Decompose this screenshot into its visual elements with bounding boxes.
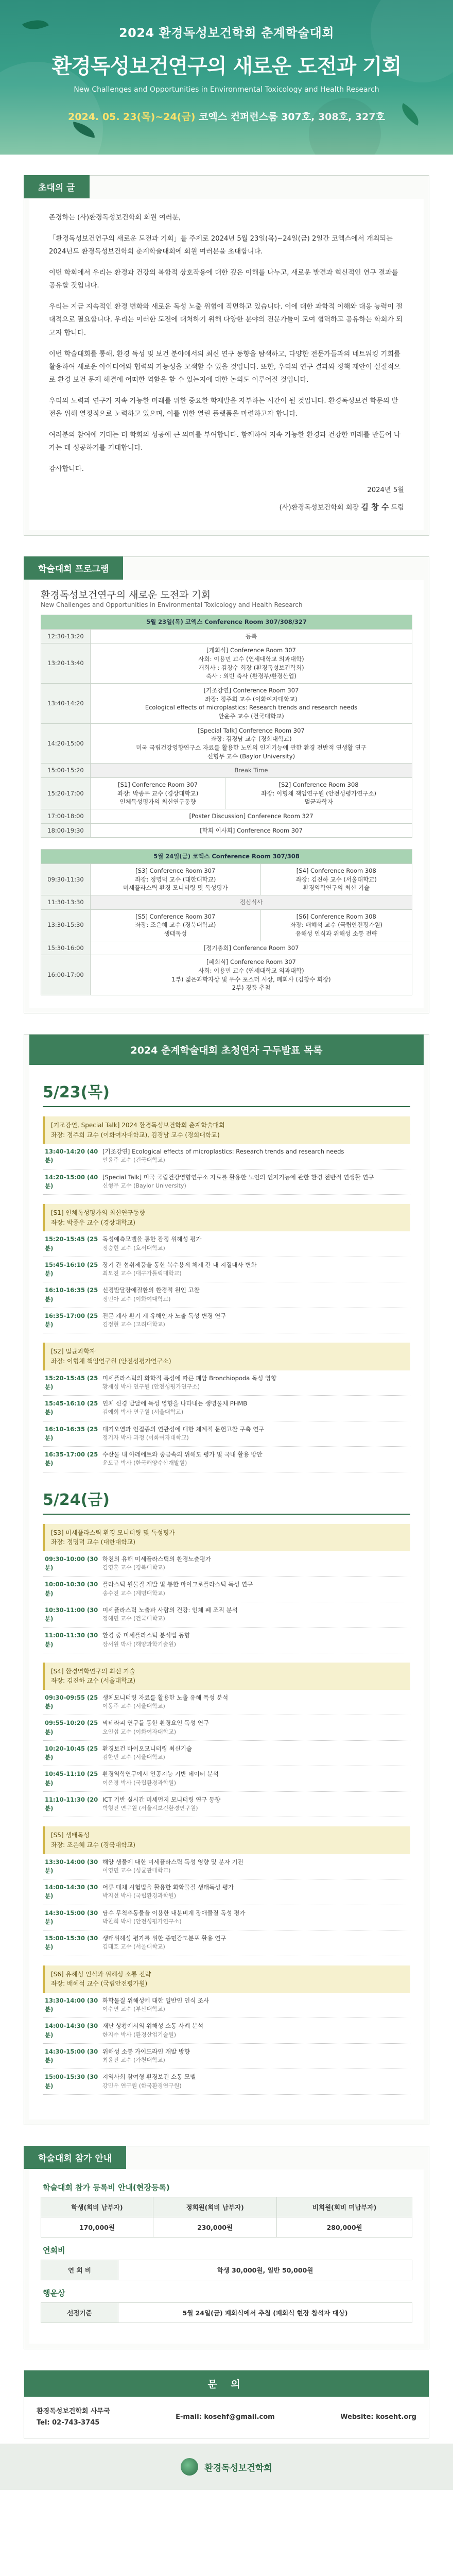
invited-title: 2024 춘계학술대회 초청연자 구두발표 목록: [29, 1035, 424, 1065]
talk-title: [Special Talk] 미국 국립건강영향연구소 자료를 활용한 노인의 인지기능에 관한 환경 전반적 연생활 연구: [102, 1173, 374, 1181]
annual-fee-title: 연회비: [43, 2245, 65, 2255]
lucky-draw-value: 5월 24일(금) 폐회식에서 추첨 (폐회식 현장 참석자 대상): [118, 2302, 412, 2323]
talk-title: 플라스틱 원물질 개발 및 통한 마이크로플라스틱 독성 연구: [102, 1581, 253, 1588]
welcome-paragraph: 여러분의 참여에 기대는 더 학회의 성공에 큰 의미를 부여합니다. 함께하여 지속 가능한 환경과 건강한 미래를 만들어 나가는 데 성공하기를 기대합니다.: [49, 431, 400, 452]
talk-time: 11:00-11:30 (30분): [45, 1632, 98, 1648]
lucky-draw-label: 선정기준: [41, 2302, 118, 2323]
signature-name: 김 창 수: [361, 502, 389, 512]
talk-row: [43, 1766, 410, 1792]
talk-speaker: 김한빈 교수 (서울대학교): [102, 1754, 165, 1761]
session-block: [43, 1965, 410, 2095]
program-content: [학회 이사회] Conference Room 307: [91, 823, 412, 838]
program-table-day1: [41, 615, 412, 838]
footer: [0, 2444, 453, 2490]
talk-title: 수산물 내 아레에트와 중금속의 위해도 평가 및 국내 활용 방안: [102, 1451, 263, 1459]
program-row: [41, 895, 412, 909]
talk-time: 15:45-16:10 (25분): [45, 1400, 98, 1416]
program-time: 13:30-15:30: [41, 909, 91, 941]
talk-detail: [102, 1719, 408, 1737]
fee-header: 학생(회비 납부자): [41, 2197, 153, 2217]
session-block: [43, 1204, 410, 1333]
talk-title: 화학물질 위해성에 대한 일반인 인식 조사: [102, 1996, 210, 2004]
talk-speaker: 황재성 박사 연구원 (안전성평가연구소): [102, 1383, 200, 1390]
talk-row: [43, 1628, 410, 1653]
talk-speaker: 정민아 교수 (이화여대학교): [102, 1295, 171, 1302]
talk-title: 막테라피 연구를 통한 환경요인 독성 연구: [102, 1719, 210, 1727]
talk-row: [43, 1282, 410, 1308]
talk-speaker: 정기자 박사 과정 (이화여자대학교): [102, 1434, 189, 1441]
contact-left: [37, 2406, 110, 2429]
program-time: 15:30-16:00: [41, 941, 91, 955]
program-time: 17:00-18:00: [41, 809, 91, 823]
program-session-left: [S5] Conference Room 307 좌장: 조은혜 교수 (경북대학교) 생태독성: [91, 909, 261, 941]
session-header: [S5] 생태독성 좌장: 조은혜 교수 (경북대학교): [43, 1826, 410, 1854]
talk-row: [43, 1792, 410, 1818]
fee-value: 170,000원: [41, 2217, 153, 2237]
program-row: [41, 809, 412, 823]
talk-row: [43, 2044, 410, 2070]
talk-speaker: 박지선 박사 (국립환경과학원): [102, 1892, 177, 1900]
talk-time: 14:00-14:30 (30분): [45, 2022, 98, 2039]
talk-detail: [102, 2022, 408, 2040]
contact-info: [24, 2397, 429, 2438]
talk-row: [43, 1257, 410, 1283]
event-name: 2024 환경독성보건학회 춘계학술대회: [118, 26, 335, 40]
hero-banner: [0, 0, 453, 155]
annual-fee-value: 학생 30,000원, 일반 50,000원: [118, 2260, 412, 2280]
welcome-paragraph: 우리의 노력과 연구가 지속 가능한 미래를 위한 중요한 학제발을 자부하는 시간이 될 것입니다. 환경독성보건 학문의 발전을 위해 열정적으로 노력하고 있으며, 이를 위한 열린 플랫폼을 마련하고자 합니다.: [49, 397, 398, 418]
talk-title: 미세플라스틱의 화학적 특성에 따른 폐암 Bronchiopoda 독성 영향: [102, 1374, 277, 1382]
talk-detail: [102, 1286, 408, 1304]
talk-row: [43, 1231, 410, 1257]
talk-time: 15:20-15:45 (25분): [45, 1374, 98, 1391]
talk-detail: [102, 1934, 408, 1952]
talk-row: [43, 1447, 410, 1472]
invited-list: [29, 1035, 424, 2120]
talk-title: 독성예측모델을 통한 잠정 위해성 평가: [102, 1235, 202, 1243]
talk-time: 09:30-10:00 (30분): [45, 1555, 98, 1571]
talk-title: 미세플라스틱 노출과 사람의 건강: 인체 폐 조직 분석: [102, 1606, 238, 1614]
talk-time: 13:30-14:00 (30분): [45, 1996, 98, 2013]
talk-detail: [102, 1996, 408, 2014]
talk-detail: [102, 1450, 408, 1468]
program-row: [41, 823, 412, 838]
talk-time: 15:00-15:30 (30분): [45, 2073, 98, 2090]
program-session-right: [S6] Conference Room 308 좌장: 배혜석 교수 (국립안전평가원) 유해성 인식과 위해성 소통 전략: [260, 909, 412, 941]
talk-detail: [102, 1770, 408, 1788]
talk-title: 생태위해성 평가를 위한 종민감도분포 활용 연구: [102, 1935, 226, 1942]
day2-title: 5/24(금): [43, 1487, 410, 1515]
contact-section: [24, 2370, 429, 2438]
session-block: [43, 1663, 410, 1818]
talk-row: [43, 1170, 410, 1195]
talk-title: 해양 생물에 대한 미세플라스틱 독성 영향 및 분자 기전: [102, 1858, 243, 1866]
talk-speaker: 김정현 교수 (고려대학교): [102, 1321, 165, 1328]
program-session-right: [S4] Conference Room 308 좌장: 김진하 교수 (서울대학교) 환경역학연구의 최신 기술: [260, 863, 412, 895]
talk-time: 10:20-10:45 (25분): [45, 1744, 98, 1761]
program-row: [41, 764, 412, 778]
program-body: [29, 580, 424, 1008]
talk-time: 15:00-15:30 (30분): [45, 1935, 98, 1951]
talk-row: [43, 1715, 410, 1741]
program-content: 점심식사: [91, 895, 412, 909]
talk-row: [43, 1144, 410, 1170]
contact-email[interactable]: E-mail: kosehf@gmail.com: [176, 2413, 275, 2421]
talk-row: [43, 1577, 410, 1602]
program-time: 14:20-15:00: [41, 723, 91, 764]
talk-time: 13:30-14:00 (30분): [45, 1858, 98, 1874]
talk-detail: [102, 1606, 408, 1624]
talk-title: 장기 간 섭취제품을 통한 복수용제 체계 간 내 지질대사 변화: [102, 1261, 257, 1268]
program-content: 등록: [91, 629, 412, 643]
day1-header: 5월 23일(목) 코엑스 Conference Room 307/308/327: [41, 615, 412, 629]
welcome-paragraph: 「환경독성보건연구의 새로운 도전과 기회」를 주제로 2024년 5월 23일(목)~24일(금) 2일간 코엑스에서 개최되는 2024년도 환경독성보건학회 춘계학술대회에 회원 여러분을 초대합니다.: [49, 235, 393, 256]
session-header: [S4] 환경역학연구의 최신 기술 좌장: 김진하 교수 (서울대학교): [43, 1663, 410, 1690]
program-time: 16:00-17:00: [41, 955, 91, 995]
program-table-day2: [41, 849, 412, 995]
talk-time: 16:10-16:35 (25분): [45, 1286, 98, 1303]
talk-row: [43, 1930, 410, 1956]
talk-time: 14:30-15:00 (30분): [45, 1909, 98, 1925]
talk-time: 15:20-15:45 (25분): [45, 1235, 98, 1252]
talk-speaker: 이수연 교수 (부산대학교): [102, 2006, 165, 2013]
talk-speaker: 박형진 연구원 (서울시보건환경연구원): [102, 1805, 198, 1812]
session-block: [43, 1116, 410, 1195]
program-row: [41, 723, 412, 764]
event-venue: 코엑스 컨퍼런스룸 307호, 308호, 327호: [199, 111, 385, 123]
program-time: 18:00-19:30: [41, 823, 91, 838]
fee-value: 280,000원: [277, 2217, 412, 2237]
talk-row: [43, 1308, 410, 1334]
session-header: [S2] 멀균과학자 좌장: 이형채 책임연구원 (안전성평가연구소): [43, 1343, 410, 1370]
talk-title: [기조강연] Ecological effects of microplastics: Research trends and research needs: [102, 1148, 344, 1156]
program-content: [정기총회] Conference Room 307: [91, 941, 412, 955]
program-tab: 학술대회 프로그램: [24, 556, 123, 580]
talk-detail: [102, 2047, 408, 2065]
contact-org: 환경독성보건학회 사무국: [37, 2407, 110, 2415]
talk-speaker: 신형무 교수 (Baylor University): [102, 1182, 186, 1189]
talk-detail: [102, 2073, 408, 2091]
talk-detail: [102, 1580, 408, 1598]
session-header: [S6] 유해성 인식과 위해성 소통 전략 좌장: 배혜석 교수 (국립안전평가원): [43, 1965, 410, 1993]
talk-row: [43, 1551, 410, 1577]
event-title: 환경독성보건연구의 새로운 도전과 기회: [51, 55, 402, 78]
society-logo-text: 환경독성보건학회: [204, 2463, 272, 2473]
program-row: [41, 863, 412, 895]
talk-time: 09:55-10:20 (25분): [45, 1719, 98, 1736]
program-row: [41, 955, 412, 995]
welcome-section: [24, 175, 429, 536]
program-row: [41, 629, 412, 643]
program-row: [41, 643, 412, 684]
talk-detail: [102, 1147, 408, 1165]
registration-title: 학술대회 참가 등록비 안내(현장등록): [43, 2182, 170, 2192]
talk-title: 하천의 유해 미세플라스틱의 환경노출평가: [102, 1555, 211, 1563]
talk-detail: [102, 1312, 408, 1330]
talk-detail: [102, 1555, 408, 1573]
program-row: [41, 941, 412, 955]
talk-detail: [102, 1631, 408, 1649]
fee-header: 비회원(회비 미납부자): [277, 2197, 412, 2217]
talk-detail: [102, 1744, 408, 1762]
talk-title: 환경 중 미세플라스틱 분석법 동향: [102, 1632, 190, 1639]
letter-date: 2024년 5월: [367, 486, 404, 495]
talk-title: 담수 무척추동물을 이용한 내분비계 장애물질 독성 평가: [102, 1909, 246, 1917]
program-section: [24, 556, 429, 1013]
talk-speaker: 최윤진 교수 (가천대학교): [102, 2057, 165, 2064]
talk-speaker: 장서원 박사 (해양과학기술원): [102, 1640, 177, 1648]
talk-detail: [102, 1425, 408, 1443]
program-content: Break Time: [91, 764, 412, 778]
program-time: 11:30-13:30: [41, 895, 91, 909]
talk-row: [43, 1854, 410, 1880]
talk-speaker: 최모진 교수 (대구가톨릭대학교): [102, 1270, 182, 1277]
annual-fee-label: 연 회 비: [41, 2260, 118, 2280]
talk-title: 전문 계사 환기 계 유해인자 노출 독성 변경 연구: [102, 1312, 226, 1319]
session-block: [43, 1524, 410, 1653]
talk-row: [43, 2069, 410, 2095]
session-header: [기조강연, Special Talk] 2024 환경독성보건학회 춘계학술대회 좌장: 정주희 교수 (이화여자대학교), 김경남 교수 (경희대학교): [43, 1116, 410, 1144]
program-heading: 환경독성보건연구의 새로운 도전과 기회: [41, 589, 211, 601]
talk-time: 10:00-10:30 (30분): [45, 1581, 98, 1597]
talk-speaker: 김영훈 교수 (경북대학교): [102, 1564, 165, 1571]
talk-title: 재난 상황에서의 위해성 소통 사례 분석: [102, 2022, 204, 2030]
talk-title: 신경발달장애질환의 환경적 원인 고찰: [102, 1286, 200, 1294]
program-content: [Poster Discussion] Conference Room 327: [91, 809, 412, 823]
talk-detail: [102, 1173, 408, 1191]
registration-fee-table: [41, 2197, 412, 2238]
talk-time: 16:35-17:00 (25분): [45, 1451, 98, 1467]
program-row: [41, 683, 412, 723]
session-header: [S3] 미세플라스틱 환경 모니터링 및 독성평가 좌장: 정명덕 교수 (대한대학교): [43, 1524, 410, 1551]
decor-circle: [309, 98, 381, 155]
contact-tel: Tel: 02-743-3745: [37, 2418, 100, 2427]
fee-header: 정회원(회비 납부자): [153, 2197, 276, 2217]
talk-speaker: 이영민 교수 (성균관대학교): [102, 1867, 171, 1874]
talk-time: 14:30-15:00 (30분): [45, 2047, 98, 2064]
fees-section: [24, 2146, 429, 2349]
talk-time: 16:10-16:35 (25분): [45, 1425, 98, 1442]
program-session-right: [S2] Conference Room 308 좌장: 이형채 책임연구원 (안전성평가연구소) 멀균과학자: [225, 777, 412, 809]
fees-tab: 학술대회 참가 안내: [24, 2146, 126, 2169]
talk-row: [43, 1370, 410, 1396]
talk-time: 13:40-14:20 (40분): [45, 1148, 98, 1164]
talk-time: 16:35-17:00 (25분): [45, 1312, 98, 1329]
talk-title: 생체모니터링 자료를 활용한 노출 유해 특성 분석: [102, 1693, 229, 1701]
program-content: [폐회식] Conference Room 307 사회: 이용민 교수 (연세대학교 의과대학) 1부) 젊은과학자상 및 우수 포스터 시상, 폐회사 (김창수 회장) 2부) 경품 추첨: [91, 955, 412, 995]
event-subtitle: New Challenges and Opportunities in Environmental Toxicology and Health Research: [74, 86, 379, 94]
program-row: [41, 777, 412, 809]
lucky-draw-table: [41, 2302, 412, 2323]
talk-title: 대기오염과 인접종의 연관성에 대한 체계적 문헌고찰 구축 연구: [102, 1425, 265, 1433]
contact-title: 문 의: [24, 2370, 429, 2397]
talk-speaker: 윤도규 박사 (한국해양수산개발원): [102, 1460, 187, 1467]
talk-time: 10:45-11:10 (25분): [45, 1770, 98, 1787]
contact-website[interactable]: Website: koseht.org: [340, 2413, 416, 2421]
lucky-draw-title: 행운상: [43, 2288, 65, 2298]
program-time: 15:00-15:20: [41, 764, 91, 778]
talk-title: 위해성 소통 가이드라인 개발 방향: [102, 2047, 190, 2055]
talk-speaker: 안윤주 교수 (건국대학교): [102, 1157, 165, 1164]
day2-header: 5월 24일(금) 코엑스 Conference Room 307/308: [41, 850, 412, 864]
talk-time: 11:10-11:30 (20분): [45, 1795, 98, 1812]
session-header: [S1] 인체독성평가의 최신연구동향 좌장: 박종우 교수 (경상대학교): [43, 1204, 410, 1231]
annual-fee-table: [41, 2260, 412, 2280]
talk-speaker: 한지수 박사 (환경산업기술원): [102, 2031, 177, 2038]
talk-detail: [102, 1883, 408, 1901]
talk-speaker: 이동주 교수 (서울대학교): [102, 1703, 165, 1710]
talk-speaker: 박찬희 박사 (안전성평가연구소): [102, 1918, 182, 1925]
program-session-left: [S3] Conference Room 307 좌장: 정명덕 교수 (대한대학교) 미세플라스틱 환경 모니터링 및 독성평가: [91, 863, 261, 895]
talk-row: [43, 1602, 410, 1628]
talk-time: 10:30-11:00 (30분): [45, 1606, 98, 1622]
program-content: [Special Talk] Conference Room 307 좌장: 김경남 교수 (경희대학교) 미국 국립건강영향연구소 자료를 활용한 노인의 인지기능에 관한 환경 전반적 연생활 연구 신형무 교수 (Baylor University): [91, 723, 412, 764]
welcome-paragraph: 이번 학술대회를 통해, 환경 독성 및 보건 분야에서의 최신 연구 동향을 탐색하고, 다양한 전문가들과의 네트워킹 기회를 활용하여 새로운 아이디어와 협력의 가능성을 모색할 수 있을 것입니다. 또한, 우리의 연구 결과와 정책 제안이 실질적으로 환경 보건 문제 해결에 어떠한 역할을 할 수 있는지에 대한 논의도 이루어질 것입니다.: [49, 350, 400, 384]
talk-title: ICT 기반 실시간 미세먼지 모니터링 연구 동향: [102, 1795, 221, 1803]
welcome-paragraph: 우리는 지금 지속적인 환경 변화와 새로운 독성 노출 위협에 직면하고 있습니다. 이에 대한 과학적 이해와 대응 능력이 절대적으로 필요합니다. 우리는 이러한 도전에 대처하기 위해 다양한 분야의 전문가들이 모여 협력하고 공유하는 학회가 되고자 합니다.: [49, 303, 403, 337]
talk-speaker: 강민우 연구원 (한국환경연구원): [102, 2082, 182, 2089]
talk-speaker: 김예희 박사 연구원 (서울대학교): [102, 1409, 184, 1416]
talk-detail: [102, 1235, 408, 1253]
talk-speaker: 정승현 교수 (호서대학교): [102, 1244, 165, 1251]
talk-time: 15:45-16:10 (25분): [45, 1261, 98, 1278]
program-row: [41, 909, 412, 941]
talk-speaker: 김태호 교수 (서울대학교): [102, 1943, 165, 1951]
talk-row: [43, 1879, 410, 1905]
letter-signature: [49, 500, 404, 515]
talk-detail: [102, 1795, 408, 1814]
signature-suffix: 드림: [391, 504, 404, 512]
event-date: 2024. 05. 23(목)~24(금): [68, 111, 196, 123]
fees-body: [29, 2170, 424, 2344]
welcome-tab: 초대의 글: [24, 175, 90, 198]
welcome-paragraph: 감사합니다.: [49, 465, 84, 473]
talk-detail: [102, 1374, 408, 1392]
program-content: [기조강연] Conference Room 307 좌장: 정주희 교수 (이화여자대학교) Ecological effects of microplastics: Research trends and research needs 안윤주 교수 (건국대학교): [91, 683, 412, 723]
program-session-left: [S1] Conference Room 307 좌장: 박종우 교수 (경상대학교) 인체독성평가의 최신연구동향: [91, 777, 225, 809]
program-time: 15:20-17:00: [41, 777, 91, 809]
talk-row: [43, 1396, 410, 1421]
talk-title: 어류 대체 시험법을 활용한 화학물질 생태독성 평가: [102, 1884, 234, 1891]
talk-row: [43, 2018, 410, 2044]
program-time: 12:30-13:20: [41, 629, 91, 643]
talk-row: [43, 1905, 410, 1931]
welcome-letter: [29, 199, 424, 530]
signature-org: (사)환경독성보건학회 회장: [279, 504, 359, 512]
talk-detail: [102, 1399, 408, 1417]
talk-row: [43, 1741, 410, 1767]
talk-speaker: 정혜민 교수 (건국대학교): [102, 1615, 165, 1622]
talk-title: 환경역학연구에서 인공지능 기반 데이터 분석: [102, 1770, 219, 1778]
talk-row: [43, 1993, 410, 2019]
welcome-paragraph: 존경하는 (사)환경독성보건학회 회원 여러분,: [49, 214, 181, 222]
talk-time: 14:00-14:30 (30분): [45, 1884, 98, 1900]
program-time: 09:30-11:30: [41, 863, 91, 895]
talk-detail: [102, 1909, 408, 1927]
talk-title: 환경보건 바이오모니터링 최신기술: [102, 1744, 192, 1752]
talk-time: 14:20-15:00 (40분): [45, 1173, 98, 1190]
talk-title: 지역사회 참여형 환경보건 소통 모델: [102, 2073, 196, 2081]
day1-title: 5/23(목): [43, 1079, 410, 1107]
talk-detail: [102, 1693, 408, 1711]
society-logo-icon: [181, 2458, 198, 2476]
invited-body: [29, 1065, 424, 2120]
program-content: [개회식] Conference Room 307 사회: 이용민 교수 (연세대학교 의과대학) 개회사 : 김창수 회장 (환경독성보건학회) 축사 : 외빈 축사 (환경부/환경산업): [91, 643, 412, 684]
program-heading-en: New Challenges and Opportunities in Environmental Toxicology and Health Research: [41, 601, 303, 608]
talk-speaker: 오인섭 교수 (이화여자대학교): [102, 1728, 177, 1735]
talk-speaker: 이은경 박사 (국립환경과학원): [102, 1779, 177, 1786]
talk-time: 09:30-09:55 (25분): [45, 1693, 98, 1710]
fee-value: 230,000원: [153, 2217, 276, 2237]
invited-section: [24, 1034, 429, 2125]
session-block: [43, 1343, 410, 1472]
talk-speaker: 송수진 교수 (계명대학교): [102, 1589, 165, 1597]
welcome-paragraph: 이번 학회에서 우리는 환경과 건강의 복합적 상호작용에 대한 깊은 이해를 나누고, 새로운 발견과 혁신적인 연구 결과를 공유할 것입니다.: [49, 269, 398, 290]
talk-row: [43, 1690, 410, 1716]
talk-detail: [102, 1858, 408, 1876]
program-time: 13:40-14:20: [41, 683, 91, 723]
talk-title: 인체 신경 발달에 독성 영향을 나타내는 생명물체 PHMB: [102, 1400, 248, 1408]
talk-detail: [102, 1261, 408, 1279]
talk-row: [43, 1421, 410, 1447]
session-block: [43, 1826, 410, 1956]
program-time: 13:20-13:40: [41, 643, 91, 684]
